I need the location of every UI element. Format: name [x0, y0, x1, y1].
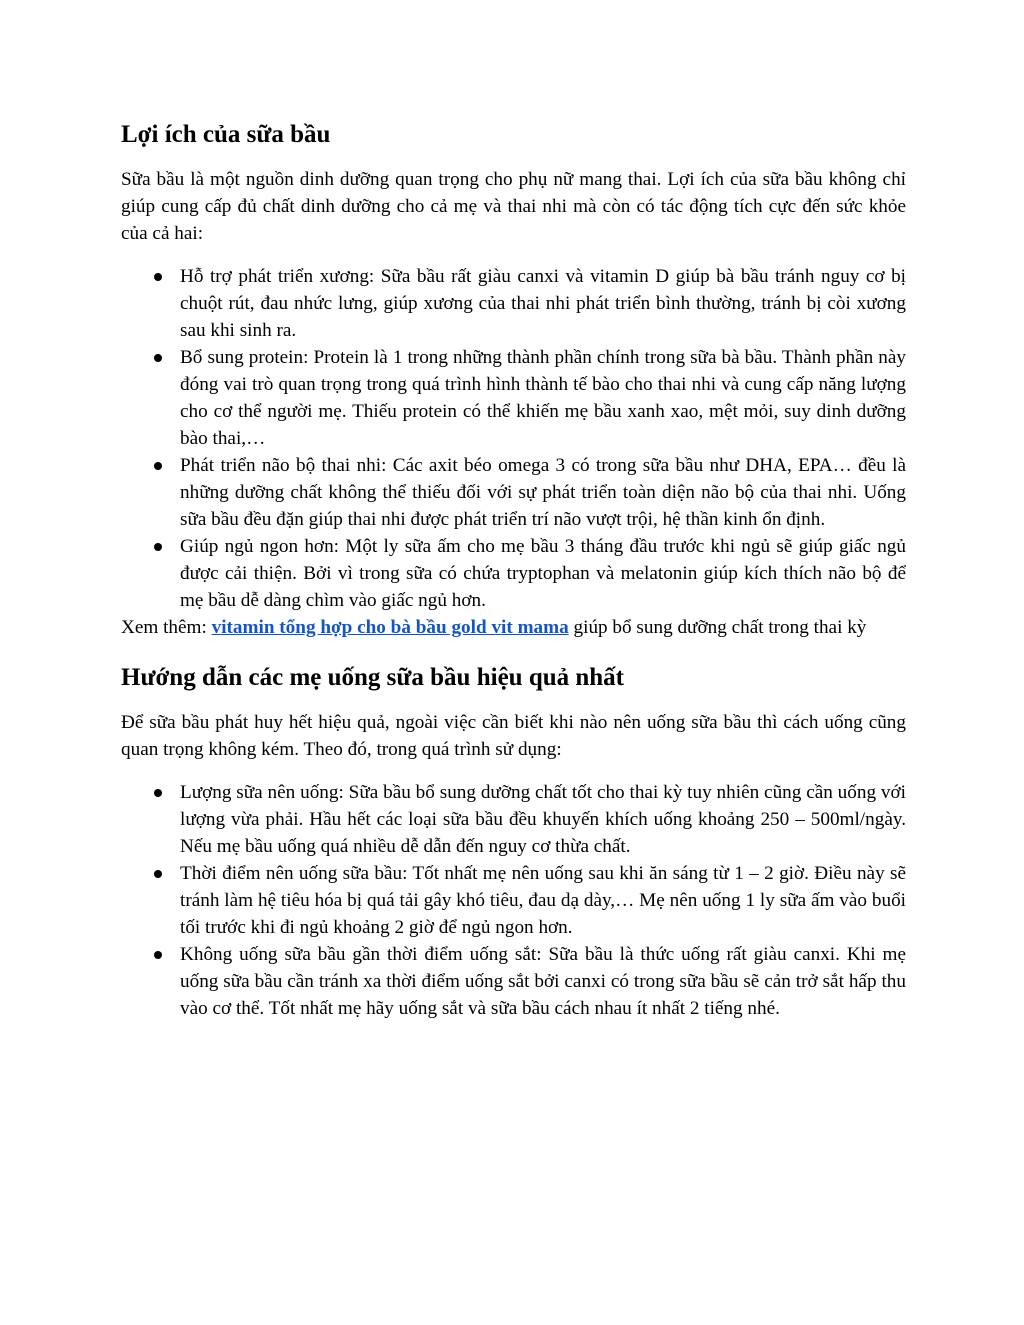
list-item	[121, 533, 906, 614]
benefits-list	[121, 263, 906, 614]
list-item	[121, 344, 906, 452]
vitamin-product-link[interactable]: vitamin tổng hợp cho bà bầu gold vit mama	[211, 617, 569, 638]
list-item	[121, 452, 906, 533]
paragraph-benefits-intro: Sữa bầu là một nguồn dinh dưỡng quan trọng cho phụ nữ mang thai. Lợi ích của sữa bầu không chỉ giúp cung cấp đủ chất dinh dưỡng cho cả mẹ và thai nhi mà còn có tác động tích cực đến sức khỏe của cả hai:	[121, 169, 906, 244]
list-item	[121, 779, 906, 860]
bullet-icon	[154, 789, 162, 797]
list-item-text: Giúp ngủ ngon hơn: Một ly sữa ấm cho mẹ bầu 3 tháng đầu trước khi ngủ sẽ giúp giấc ngủ được cải thiện. Bởi vì trong sữa có chứa tryptophan và melatonin giúp kích thích não bộ để mẹ bầu dễ dàng chìm vào giấc ngủ hơn.	[180, 536, 906, 611]
bullet-icon	[154, 273, 162, 281]
bullet-icon	[154, 870, 162, 878]
bullet-icon	[154, 462, 162, 470]
guide-list	[121, 779, 906, 1022]
list-item-text: Bổ sung protein: Protein là 1 trong những thành phần chính trong sữa bà bầu. Thành phần này đóng vai trò quan trọng trong quá trình hình thành tế bào cho thai nhi và cung cấp năng lượng cho cơ thể người mẹ. Thiếu protein có thể khiến mẹ bầu xanh xao, mệt mỏi, suy dinh dưỡng bào thai,…	[180, 347, 906, 449]
bullet-icon	[154, 951, 162, 959]
section-heading-guide: Hướng dẫn các mẹ uống sữa bầu hiệu quả nhất	[121, 664, 625, 691]
list-item	[121, 941, 906, 1022]
list-item	[121, 263, 906, 344]
see-more-prefix: Xem thêm:	[121, 617, 212, 638]
section-heading-benefits: Lợi ích của sữa bầu	[121, 121, 331, 148]
list-item-text: Không uống sữa bầu gần thời điểm uống sắt: Sữa bầu là thức uống rất giàu canxi. Khi mẹ uống sữa bầu cần tránh xa thời điểm uống sắt bởi canxi có trong sữa bầu sẽ cản trở sắt hấp thu vào cơ thể. Tốt nhất mẹ hãy uống sắt và sữa bầu cách nhau ít nhất 2 tiếng nhé.	[180, 944, 906, 1019]
list-item-text: Thời điểm nên uống sữa bầu: Tốt nhất mẹ nên uống sau khi ăn sáng từ 1 – 2 giờ. Điều này sẽ tránh làm hệ tiêu hóa bị quá tải gây khó tiêu, đau dạ dày,… Mẹ nên uống 1 ly sữa ấm vào buổi tối trước khi đi ngủ khoảng 2 giờ để ngủ ngon hơn.	[180, 863, 906, 938]
bullet-icon	[154, 354, 162, 362]
list-item-text: Lượng sữa nên uống: Sữa bầu bổ sung dưỡng chất tốt cho thai kỳ tuy nhiên cũng cần uống với lượng vừa phải. Hầu hết các loại sữa bầu đều khuyến khích uống khoảng 250 – 500ml/ngày. Nếu mẹ bầu uống quá nhiều dễ dẫn đến nguy cơ thừa chất.	[180, 782, 906, 857]
paragraph-guide-intro: Để sữa bầu phát huy hết hiệu quả, ngoài việc cần biết khi nào nên uống sữa bầu thì cách uống cũng quan trọng không kém. Theo đó, trong quá trình sử dụng:	[121, 712, 906, 760]
document-page	[121, 118, 906, 1022]
see-more-paragraph	[121, 614, 906, 641]
list-item	[121, 860, 906, 941]
list-item-text: Phát triển não bộ thai nhi: Các axit béo omega 3 có trong sữa bầu như DHA, EPA… đều là những dưỡng chất không thể thiếu đối với sự phát triển toàn diện não bộ của thai nhi. Uống sữa bầu đều đặn giúp thai nhi được phát triển trí não vượt trội, hệ thần kinh ổn định.	[180, 455, 906, 530]
bullet-icon	[154, 543, 162, 551]
see-more-suffix: giúp bổ sung dưỡng chất trong thai kỳ	[568, 617, 867, 638]
list-item-text: Hỗ trợ phát triển xương: Sữa bầu rất giàu canxi và vitamin D giúp bà bầu tránh nguy cơ bị chuột rút, đau nhức lưng, giúp xương của thai nhi phát triển bình thường, tránh bị còi xương sau khi sinh ra.	[180, 266, 906, 341]
